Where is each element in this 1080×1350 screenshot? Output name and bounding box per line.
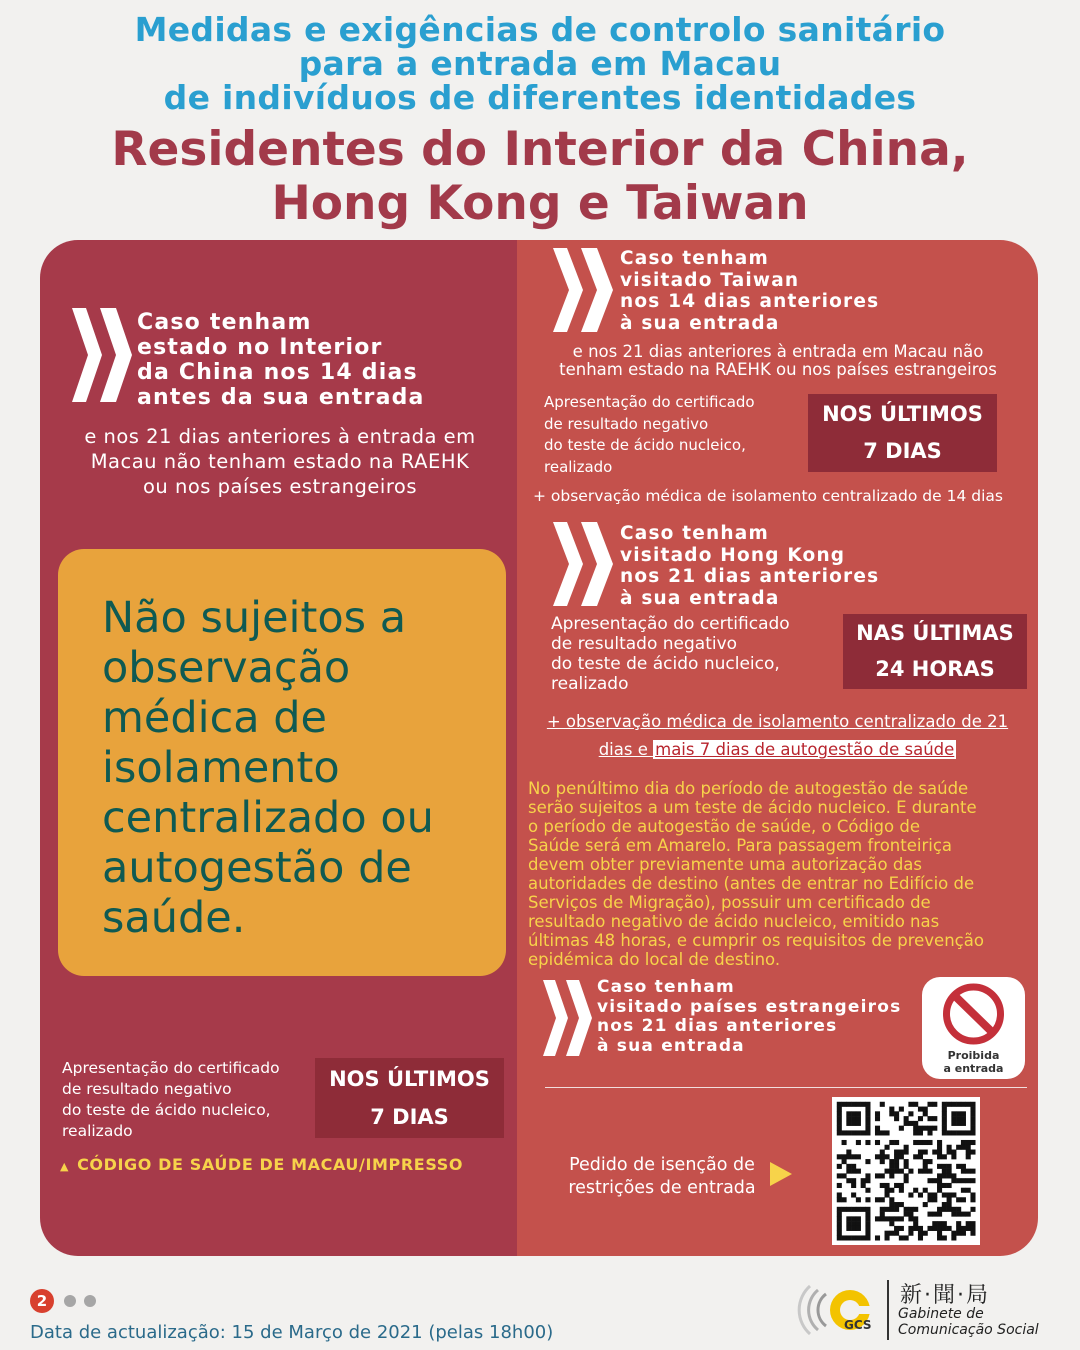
triangle-up-icon: ▲	[60, 1160, 70, 1173]
taiwan-case-text: Caso tenham visitado Taiwan nos 14 dias anteriores à sua entrada	[620, 248, 880, 334]
page-subtitle-line-2: Hong Kong e Taiwan	[271, 176, 809, 231]
no-quarantine-text: Não sujeitos a observação médica de isolamento centralizado ou autogestão de saúde.	[102, 593, 434, 943]
header-title-line-3: de indivíduos de diferentes identidades	[163, 78, 917, 117]
mainland-certificate-text: Apresentação do certificado de resultado negativo do teste de ácido nucleico, realizado	[62, 1059, 280, 1140]
header-title-line-2: para a entrada em Macau	[298, 44, 782, 83]
mainland-deadline-badge: NOS ÚLTIMOS 7 DIAS	[315, 1058, 504, 1138]
chevron-right-icon	[543, 980, 593, 1056]
hongkong-case-text: Caso tenham visitado Hong Kong nos 21 dias anteriores à sua entrada	[620, 523, 880, 609]
chevron-right-icon	[553, 522, 615, 606]
hongkong-certificate-text: Apresentação do certificado de resultado negativo do teste de ácido nucleico, realizado	[551, 614, 790, 694]
page-indicator-active[interactable]: 2	[30, 1289, 54, 1313]
taiwan-observation: + observação médica de isolamento centralizado de 14 dias	[533, 487, 1003, 505]
mainland-case-text: Caso tenham estado no Interior da China nos 14 dias antes da sua entrada	[137, 310, 425, 410]
gcs-portuguese-name: Gabinete de Comunicação Social	[898, 1306, 1039, 1338]
exemption-qr-code[interactable]	[832, 1097, 980, 1245]
page-indicator-dot[interactable]	[64, 1295, 76, 1307]
no-quarantine-box	[58, 549, 506, 976]
page-subtitle-line-1: Residentes do Interior da China,	[111, 122, 969, 177]
chevron-right-icon	[553, 248, 615, 332]
page-indicator-dot[interactable]	[84, 1295, 96, 1307]
arrow-right-icon	[770, 1162, 792, 1190]
gcs-chinese-name: 新·聞·局	[900, 1283, 990, 1308]
no-entry-label: Proibida a entrada	[943, 1049, 1004, 1075]
mainland-condition: e nos 21 dias anteriores à entrada em Macau não tenham estado na RAEHK ou nos países estrangeiros	[84, 425, 476, 498]
no-entry-badge	[922, 977, 1025, 1079]
main-panel	[40, 240, 1038, 1256]
taiwan-deadline-badge: NOS ÚLTIMOS 7 DIAS	[808, 394, 997, 472]
no-entry-icon	[922, 979, 1025, 1049]
gcs-logo-icon	[790, 1276, 890, 1344]
taiwan-condition: e nos 21 dias anteriores à entrada em Macau não tenham estado na RAEHK ou nos países estrangeiros	[559, 342, 997, 379]
hongkong-observation: + observação médica de isolamento centralizado de 21 dias e mais 7 dias de autogestão de saúde	[546, 712, 1009, 759]
self-health-management-paragraph: No penúltimo dia do período de autogestão de saúde serão sujeitos a um teste de ácido nucleico. E durante o período de autogestão de saúde, o Código de Saúde será em Amarelo. Para passagem fronteiriça devem obter previamente uma autorização das autoridades de destino (antes de entrar no Edifício de Serviços de Migração), possuir um certificado de resultado negativo de ácido nucleico, emitido nas últimas 48 horas, e cumprir os requisitos de prevenção epidémica do local de destino.	[528, 779, 984, 969]
taiwan-certificate-text: Apresentação do certificado de resultado negativo do teste de ácido nucleico, realizado	[544, 393, 755, 476]
gcs-logo: GCS 新·聞·局 Gabinete de Comunicação Social	[790, 1276, 1070, 1344]
update-date: Data de actualização: 15 de Março de 2021 (pelas 18h00)	[30, 1322, 554, 1343]
foreign-case-text: Caso tenham visitado países estrangeiros nos 21 dias anteriores à sua entrada	[597, 977, 902, 1056]
chevron-right-icon	[72, 308, 134, 402]
macau-health-code: ▲ CÓDIGO DE SAÚDE DE MACAU/IMPRESSO	[60, 1155, 464, 1174]
hongkong-deadline-badge: NAS ÚLTIMAS 24 HORAS	[843, 614, 1027, 689]
right-section	[517, 240, 1038, 1256]
qr-code-icon	[832, 1097, 980, 1245]
exemption-label: Pedido de isenção de restrições de entrada	[568, 1155, 756, 1198]
divider	[545, 1087, 1027, 1088]
header-title-line-1: Medidas e exigências de controlo sanitário	[134, 10, 946, 49]
mainland-section	[40, 240, 517, 1256]
self-health-management-highlight: mais 7 dias de autogestão de saúde	[655, 740, 955, 759]
